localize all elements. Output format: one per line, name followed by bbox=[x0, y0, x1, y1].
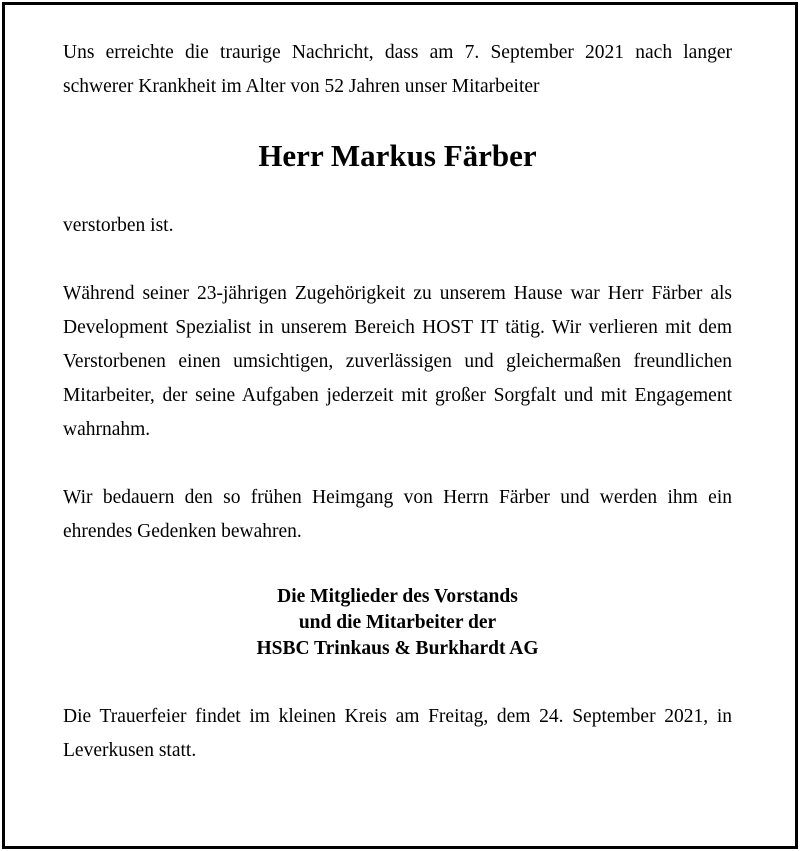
deceased-statement: verstorben ist. bbox=[63, 215, 174, 236]
signature-line-board: Die Mitglieder des Vorstands bbox=[277, 586, 518, 607]
regret-paragraph: Wir bedauern den so frühen Heimgang von Herrn Färber und werden ihm ein ehrendes Gedenken bewahren. bbox=[63, 487, 732, 542]
obituary-notice bbox=[63, 36, 732, 768]
funeral-paragraph: Die Trauerfeier findet im kleinen Kreis am Freitag, dem 24. September 2021, in Leverkusen statt. bbox=[63, 706, 732, 761]
signature-line-staff: und die Mitarbeiter der bbox=[298, 612, 497, 633]
intro-paragraph: Uns erreichte die traurige Nachricht, dass am 7. September 2021 nach langer schwerer Krankheit im Alter von 52 Jahren unser Mitarbeiter bbox=[63, 42, 732, 97]
signature-line-company: HSBC Trinkaus & Burkhardt AG bbox=[256, 638, 539, 659]
tenure-paragraph: Während seiner 23-jährigen Zugehörigkeit zu unserem Hause war Herr Färber als Development Spezialist in unserem Bereich HOST IT tätig. Wir verlieren mit dem Verstorbenen einen umsichtigen, zuverlässigen und gleichermaßen freundlichen Mitarbeiter, der seine Aufgaben jederzeit mit großer Sorgfalt und mit Engagement wahrnahm. bbox=[63, 283, 732, 440]
signature-block bbox=[63, 584, 732, 662]
deceased-name: Herr Markus Färber bbox=[258, 138, 537, 173]
